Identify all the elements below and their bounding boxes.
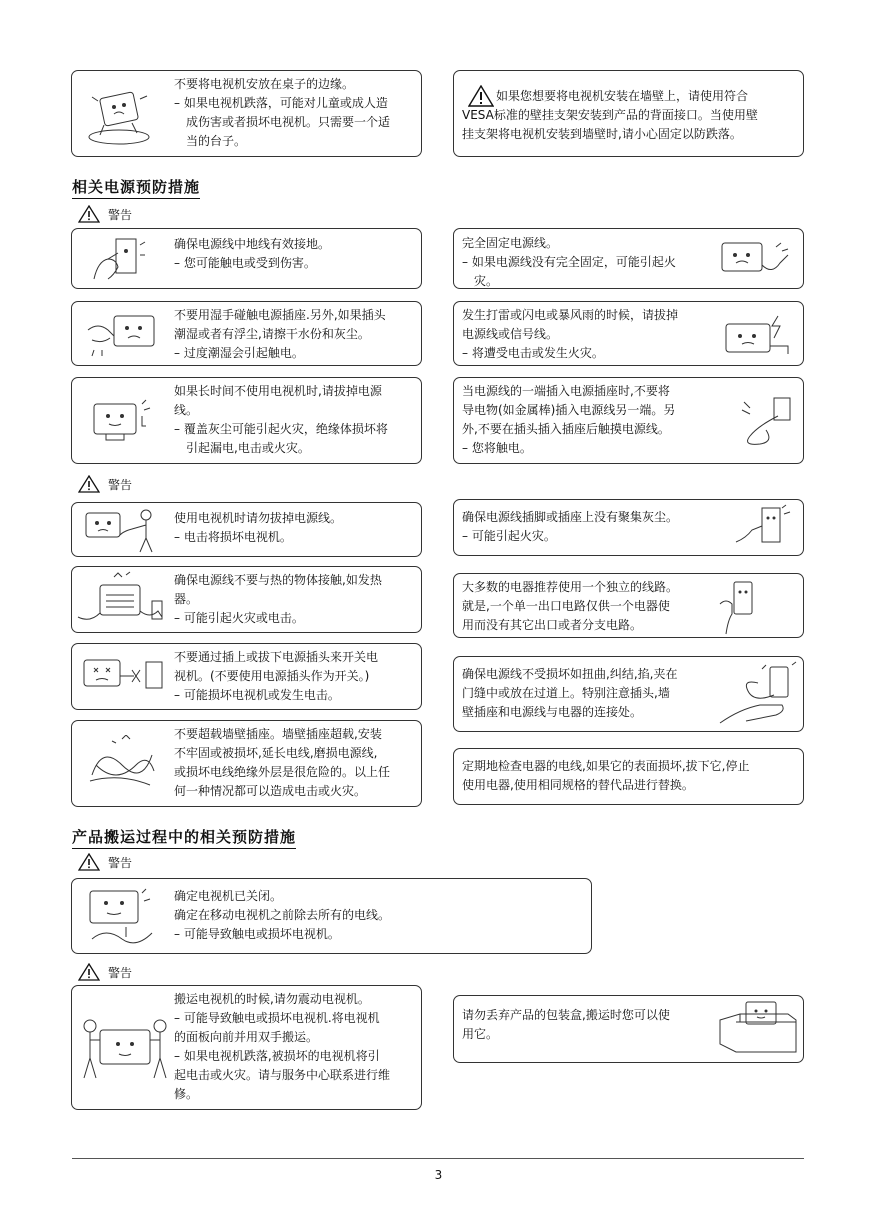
person-pulling-cord-illustration	[84, 507, 164, 555]
single-outlet-illustration	[716, 580, 756, 636]
text-line: 就是,一个单一出口电路仅供一个电器使	[462, 599, 670, 613]
warning-icon	[78, 205, 100, 223]
text-line: 视机。(不要使用电源插头作为开关。)	[174, 669, 370, 683]
heat-source-box	[71, 566, 422, 633]
warning-label	[78, 962, 132, 982]
heater-cord-illustration	[76, 571, 168, 629]
text-line: 潮湿或者有浮尘,请擦干水份和灰尘。	[174, 327, 370, 341]
text-line: – 如果电源线没有完全固定，可能引起火	[462, 255, 676, 269]
text-line: 修。	[174, 1087, 199, 1101]
text-line: – 如果电视机跌落，可能对儿童或成人造	[174, 96, 388, 110]
text-line: 确定电视机已关闭。	[174, 889, 283, 903]
section-title-power: 相关电源预防措施	[72, 178, 200, 199]
plug-as-switch-box	[71, 643, 422, 710]
text-line: 发生打雷或闪电或暴风雨的时候，请拔掉	[462, 308, 679, 322]
warning-icon	[78, 963, 100, 981]
text-line: 使用电视机时请勿拔掉电源线。	[174, 511, 343, 525]
text-line: 确定在移动电视机之前除去所有的电线。	[174, 908, 391, 922]
warning-label	[78, 852, 132, 872]
tv-table-edge-box	[71, 70, 422, 157]
text-line: 线。	[174, 403, 199, 417]
no-unplug-in-use-box	[71, 502, 422, 557]
dusty-outlet-illustration	[732, 504, 792, 552]
text-line: 不要用湿手碰触电源插座.另外,如果插头	[174, 308, 386, 322]
unplug-long-time-box	[71, 377, 422, 464]
text-line: – 覆盖灰尘可能引起火灾，绝缘体损坏将	[174, 422, 388, 436]
text-line: 定期地检查电器的电线,如果它的表面损坏,拔下它,停止	[462, 759, 750, 773]
text-line: 外,不要在插头插入插座后触摸电源线。	[462, 422, 670, 436]
unplugged-tv-illustration	[92, 396, 156, 446]
page-number: 3	[434, 1168, 443, 1182]
text-line: 门缝中或放在过道上。特别注意插头,墙	[462, 686, 670, 700]
warning-label	[78, 474, 132, 494]
text-line: 请勿丢弃产品的包装盒,搬运时您可以使	[462, 1008, 670, 1022]
text-line: 使用电器,使用相同规格的替代品进行替换。	[462, 778, 694, 792]
lightning-box	[453, 301, 804, 366]
keep-box-box	[453, 995, 804, 1063]
text-line: 壁插座和电源线与电器的连接处。	[462, 705, 643, 719]
text-line: 当的台子。	[186, 134, 247, 148]
text-line: 确保电源线不要与热的物体接触,如发热	[174, 573, 382, 587]
power-off-before-moving-box	[71, 878, 592, 954]
secure-cord-box	[453, 228, 804, 289]
inspect-cord-box	[453, 748, 804, 805]
text-line: 成伤害或者损坏电视机。只需要一个适	[186, 115, 391, 129]
plug-hand-illustration	[86, 235, 146, 283]
text-line: 搬运电视机的时候,请勿震动电视机。	[174, 992, 370, 1006]
text-line: 如果您想要将电视机安装在墙壁上，请使用符合	[496, 89, 749, 103]
text-line: – 可能引起火灾。	[462, 529, 556, 543]
text-line: 的面板向前并用双手搬运。	[174, 1030, 319, 1044]
warning-icon	[78, 475, 100, 493]
cord-damage-box	[453, 656, 804, 732]
tv-in-box-illustration	[716, 1000, 800, 1058]
text-line: 完全固定电源线。	[462, 236, 559, 250]
tv-plug-switch-illustration	[82, 654, 166, 700]
text-line: 器。	[174, 592, 199, 606]
text-line: 何一种情况都可以造成电击或火灾。	[174, 784, 367, 798]
tv-loose-cord-illustration	[716, 237, 792, 283]
text-line: 起电击或火灾。请与服务中心联系进行维	[174, 1068, 391, 1082]
text-line: 引起漏电,电击或火灾。	[186, 441, 310, 455]
text-line: 不要通过插上或拔下电源插头来开关电	[174, 650, 379, 664]
section-title-moving: 产品搬运过程中的相关预防措施	[72, 828, 296, 849]
text-line: 挂支架将电视机安装到墙壁时,请小心固定以防跌落。	[462, 127, 742, 141]
text-line: – 电击将损坏电视机。	[174, 530, 292, 544]
wet-hands-box	[71, 301, 422, 366]
two-people-carrying-tv-illustration	[80, 1014, 170, 1082]
warning-text: 警告	[108, 965, 133, 980]
dust-free-plug-box	[453, 499, 804, 556]
text-line: 不要超载墙壁插座。墙壁插座超载,安装	[174, 727, 382, 741]
text-line: 如果长时间不使用电视机时,请拔掉电源	[174, 384, 382, 398]
text-line: 确保电源线插脚或插座上没有聚集灰尘。	[462, 510, 679, 524]
warning-icon	[78, 853, 100, 871]
tv-cables-illustration	[86, 887, 166, 947]
wall-mount-box	[453, 70, 804, 157]
text-line: 灾。	[474, 274, 499, 288]
text-line: – 如果电视机跌落,被损坏的电视机将引	[174, 1049, 380, 1063]
text-line: 确保电源线不受损坏如扭曲,纠结,掐,夹在	[462, 667, 678, 681]
warning-label	[78, 204, 132, 224]
tv-on-table-illustration	[84, 81, 154, 147]
text-line: 电源线或信号线。	[462, 327, 559, 341]
wet-hand-tv-illustration	[84, 310, 160, 360]
text-line: – 可能损坏电视机或发生电击。	[174, 688, 340, 702]
footer-divider	[72, 1158, 804, 1159]
ground-wire-box	[71, 228, 422, 289]
tangled-wires-illustration	[86, 735, 160, 789]
text-line: 导电物(如金属棒)插入电源线另一端。另	[462, 403, 676, 417]
text-line: – 您将触电。	[462, 441, 532, 455]
text-line: 用它。	[462, 1027, 499, 1041]
text-line: 不牢固或被损坏,延长电线,磨损电源线,	[174, 746, 378, 760]
dedicated-circuit-box	[453, 573, 804, 638]
warning-text: 警告	[108, 207, 133, 222]
text-line: 当电源线的一端插入电源插座时,不要将	[462, 384, 670, 398]
warning-text: 警告	[108, 855, 133, 870]
text-line: – 可能引起火灾或电击。	[174, 611, 304, 625]
text-line: – 可能导致触电或损坏电视机。	[174, 927, 340, 941]
cord-plug-illustration	[734, 392, 796, 448]
text-line: 大多数的电器推荐使用一个独立的线路。	[462, 580, 679, 594]
carry-tv-box	[71, 985, 422, 1110]
overload-outlet-box	[71, 720, 422, 807]
storm-tv-illustration	[722, 314, 794, 360]
text-line: – 您可能触电或受到伤害。	[174, 256, 316, 270]
text-line: – 可能导致触电或损坏电视机.将电视机	[174, 1011, 380, 1025]
text-line: 确保电源线中地线有效接地。	[174, 237, 331, 251]
text-line: VESA标准的壁挂支架安装到产品的背面接口。当使用壁	[462, 108, 758, 122]
warning-text: 警告	[108, 477, 133, 492]
conductive-object-box	[453, 377, 804, 464]
text-line: – 过度潮湿会引起触电。	[174, 346, 304, 360]
text-line: – 将遭受电击或发生火灾。	[462, 346, 604, 360]
stepped-on-cord-illustration	[716, 661, 800, 727]
text-line: 或损坏电线绝缘外层是很危险的。以上任	[174, 765, 391, 779]
text-line: 不要将电视机安放在桌子的边缘。	[174, 77, 355, 91]
text-line: 用而没有其它出口或者分支电路。	[462, 618, 643, 632]
